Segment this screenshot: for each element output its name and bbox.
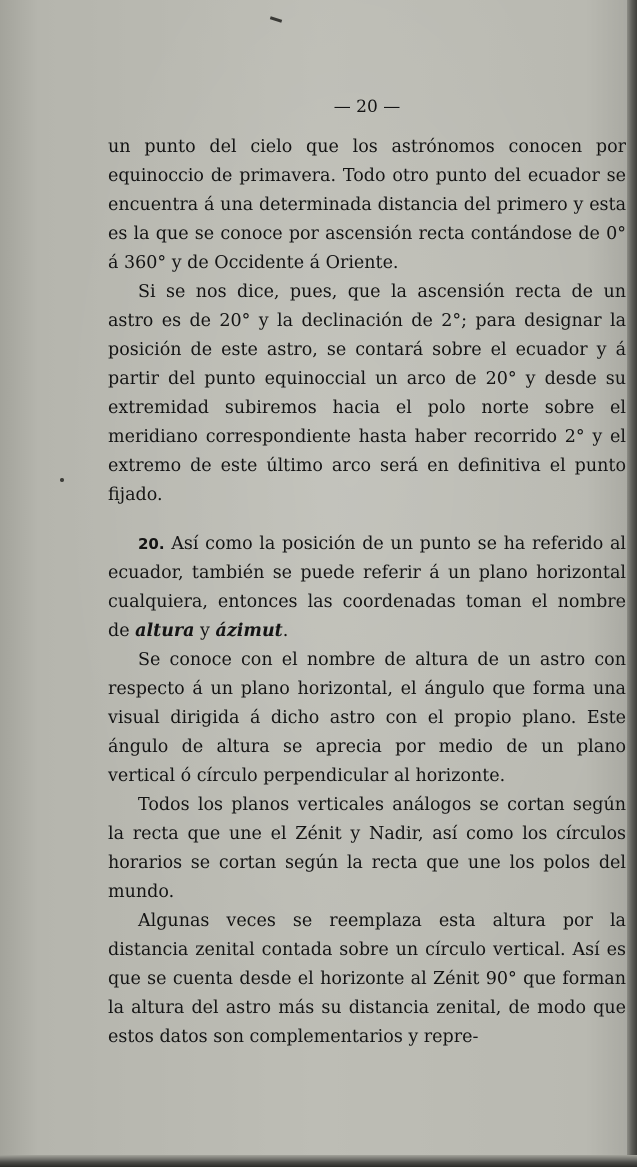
ink-speck bbox=[60, 478, 64, 482]
paragraph: Algunas veces se reemplaza esta altura por la distancia zenital contada sobre un círculo vertical. Así es que se cuenta desde el horizonte al Zénit 90° que forman la altura del astro más su distancia zenital, de modo que estos datos son complementarios y repre- bbox=[108, 911, 626, 1047]
period: . bbox=[282, 621, 289, 641]
section-number: 20. bbox=[138, 535, 165, 553]
section-paragraph bbox=[108, 530, 626, 646]
ink-mark bbox=[270, 16, 282, 23]
paragraph-text: Así como la posición de un punto se ha referido al ecuador, también se puede referir á un plano horizontal cualquiera, entonces las coordenadas toman el nombre de bbox=[108, 534, 626, 641]
text-block-continued bbox=[108, 133, 626, 510]
paragraph: un punto del cielo que los astrónomos conocen por equinoccio de primavera. Todo otro punto del ecuador se encuentra á una determinada distancia del primero y esta es la que se conoce por ascensión recta contándose de 0° á 360° y de Occidente á Oriente. bbox=[108, 137, 626, 273]
term-azimut: ázimut bbox=[215, 621, 283, 641]
paragraph: Si se nos dice, pues, que la ascensión recta de un astro es de 20° y la declinación de 2°; para designar la posición de este astro, se contará sobre el ecuador y á partir del punto equinoccial un arco de 20° y desde su extremidad subiremos hacia el polo norte sobre el meridiano correspondiente hasta haber recorrido 2° y el extremo de este último arco será en definitiva el punto fijado. bbox=[108, 282, 626, 505]
term-altura: altura bbox=[135, 621, 195, 641]
section-20 bbox=[108, 530, 626, 1052]
page-edge-shadow bbox=[627, 0, 637, 1167]
page-number: — 20 — bbox=[333, 97, 401, 117]
paragraph: Todos los planos verticales análogos se cortan según la recta que une el Zénit y Nadir, así como los círculos horarios se cortan según la recta que une los polos del mundo. bbox=[108, 795, 626, 902]
paragraph: Se conoce con el nombre de altura de un astro con respecto á un plano horizontal, el ángulo que forma una visual dirigida á dicho astro con el propio plano. Este ángulo de altura se aprecia por medio de un plano vertical ó círculo perpendicular al horizonte. bbox=[108, 650, 626, 786]
conjunction: y bbox=[194, 621, 216, 641]
page-bottom-edge bbox=[0, 1155, 637, 1167]
